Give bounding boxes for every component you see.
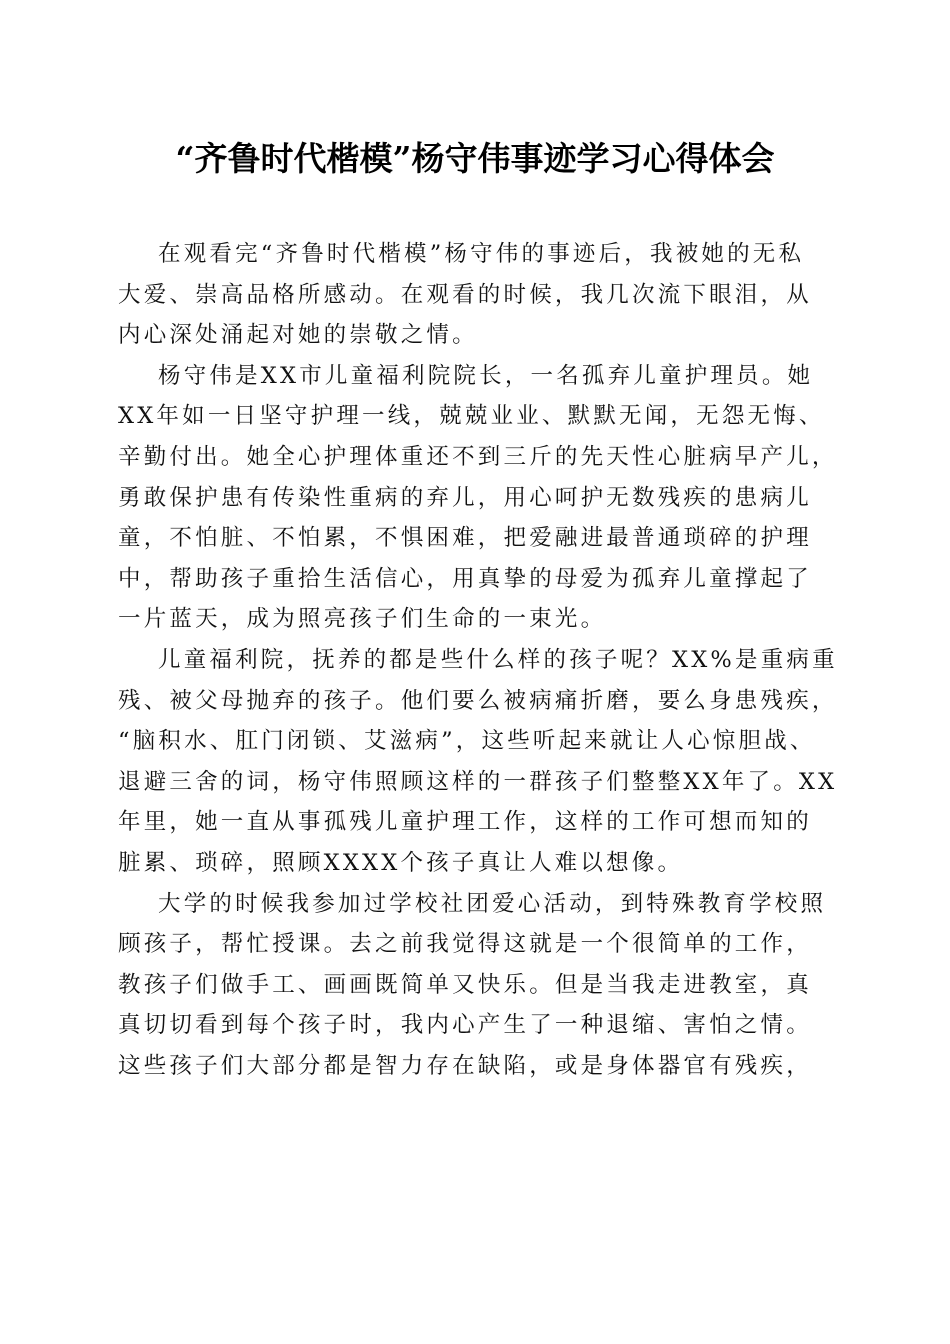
text-line: “脑积水、肛门闭锁、艾滋病”，这些听起来就让人心惊胆战、	[118, 728, 816, 755]
document-title: “齐鲁时代楷模”杨守伟事迹学习心得体会	[175, 139, 775, 178]
text-line: 中，帮助孩子重拾生活信心，用真挚的母爱为孤弃儿童撑起了	[118, 565, 812, 592]
text-line: XX年如一日坚守护理一线，兢兢业业、默默无闻，无怨无悔、	[118, 403, 825, 430]
text-line: 大爱、崇高品格所感动。在观看的时候，我几次流下眼泪，从	[118, 281, 812, 308]
text-line: 年里，她一直从事孤残儿童护理工作，这样的工作可想而知的	[118, 809, 812, 836]
text-line: 内心深处涌起对她的崇敬之情。	[118, 322, 478, 349]
text-line: 一片蓝天，成为照亮孩子们生命的一束光。	[118, 606, 607, 633]
paragraph-4	[118, 884, 838, 1087]
text-line: 退避三舍的词，杨守伟照顾这样的一群孩子们整整XX年了。XX	[118, 768, 838, 795]
text-line: 脏累、琐碎，照顾XXXX个孩子真让人难以想像。	[118, 849, 684, 876]
text-line: 这些孩子们大部分都是智力存在缺陷，或是身体器官有残疾，	[118, 1052, 812, 1079]
text-line: 勇敢保护患有传染性重病的弃儿，用心呵护无数残疾的患病儿	[118, 484, 812, 511]
paragraph-3	[118, 640, 838, 884]
text-line: 顾孩子，帮忙授课。去之前我觉得这就是一个很简单的工作，	[118, 931, 812, 958]
paragraph-2	[118, 356, 838, 640]
text-line: 儿童福利院，抚养的都是些什么样的孩子呢？XX%是重病重	[158, 646, 838, 673]
paragraph-1	[118, 234, 838, 356]
text-line: 在观看完“齐鲁时代楷模”杨守伟的事迹后，我被她的无私	[158, 241, 805, 267]
text-line: 辛勤付出。她全心护理体重还不到三斤的先天性心脏病早产儿，	[118, 443, 838, 470]
text-line: 杨守伟是XX市儿童福利院院长，一名孤弃儿童护理员。她	[158, 362, 814, 389]
text-line: 童，不怕脏、不怕累，不惧困难，把爱融进最普通琐碎的护理	[118, 525, 812, 552]
text-line: 教孩子们做手工、画画既简单又快乐。但是当我走进教室，真	[118, 971, 812, 998]
text-line: 真切切看到每个孩子时，我内心产生了一种退缩、害怕之情。	[118, 1012, 812, 1039]
text-line: 大学的时候我参加过学校社团爱心活动，到特殊教育学校照	[158, 890, 827, 917]
text-line: 残、被父母抛弃的孩子。他们要么被病痛折磨，要么身患残疾，	[118, 687, 838, 714]
document-body	[118, 234, 838, 1086]
